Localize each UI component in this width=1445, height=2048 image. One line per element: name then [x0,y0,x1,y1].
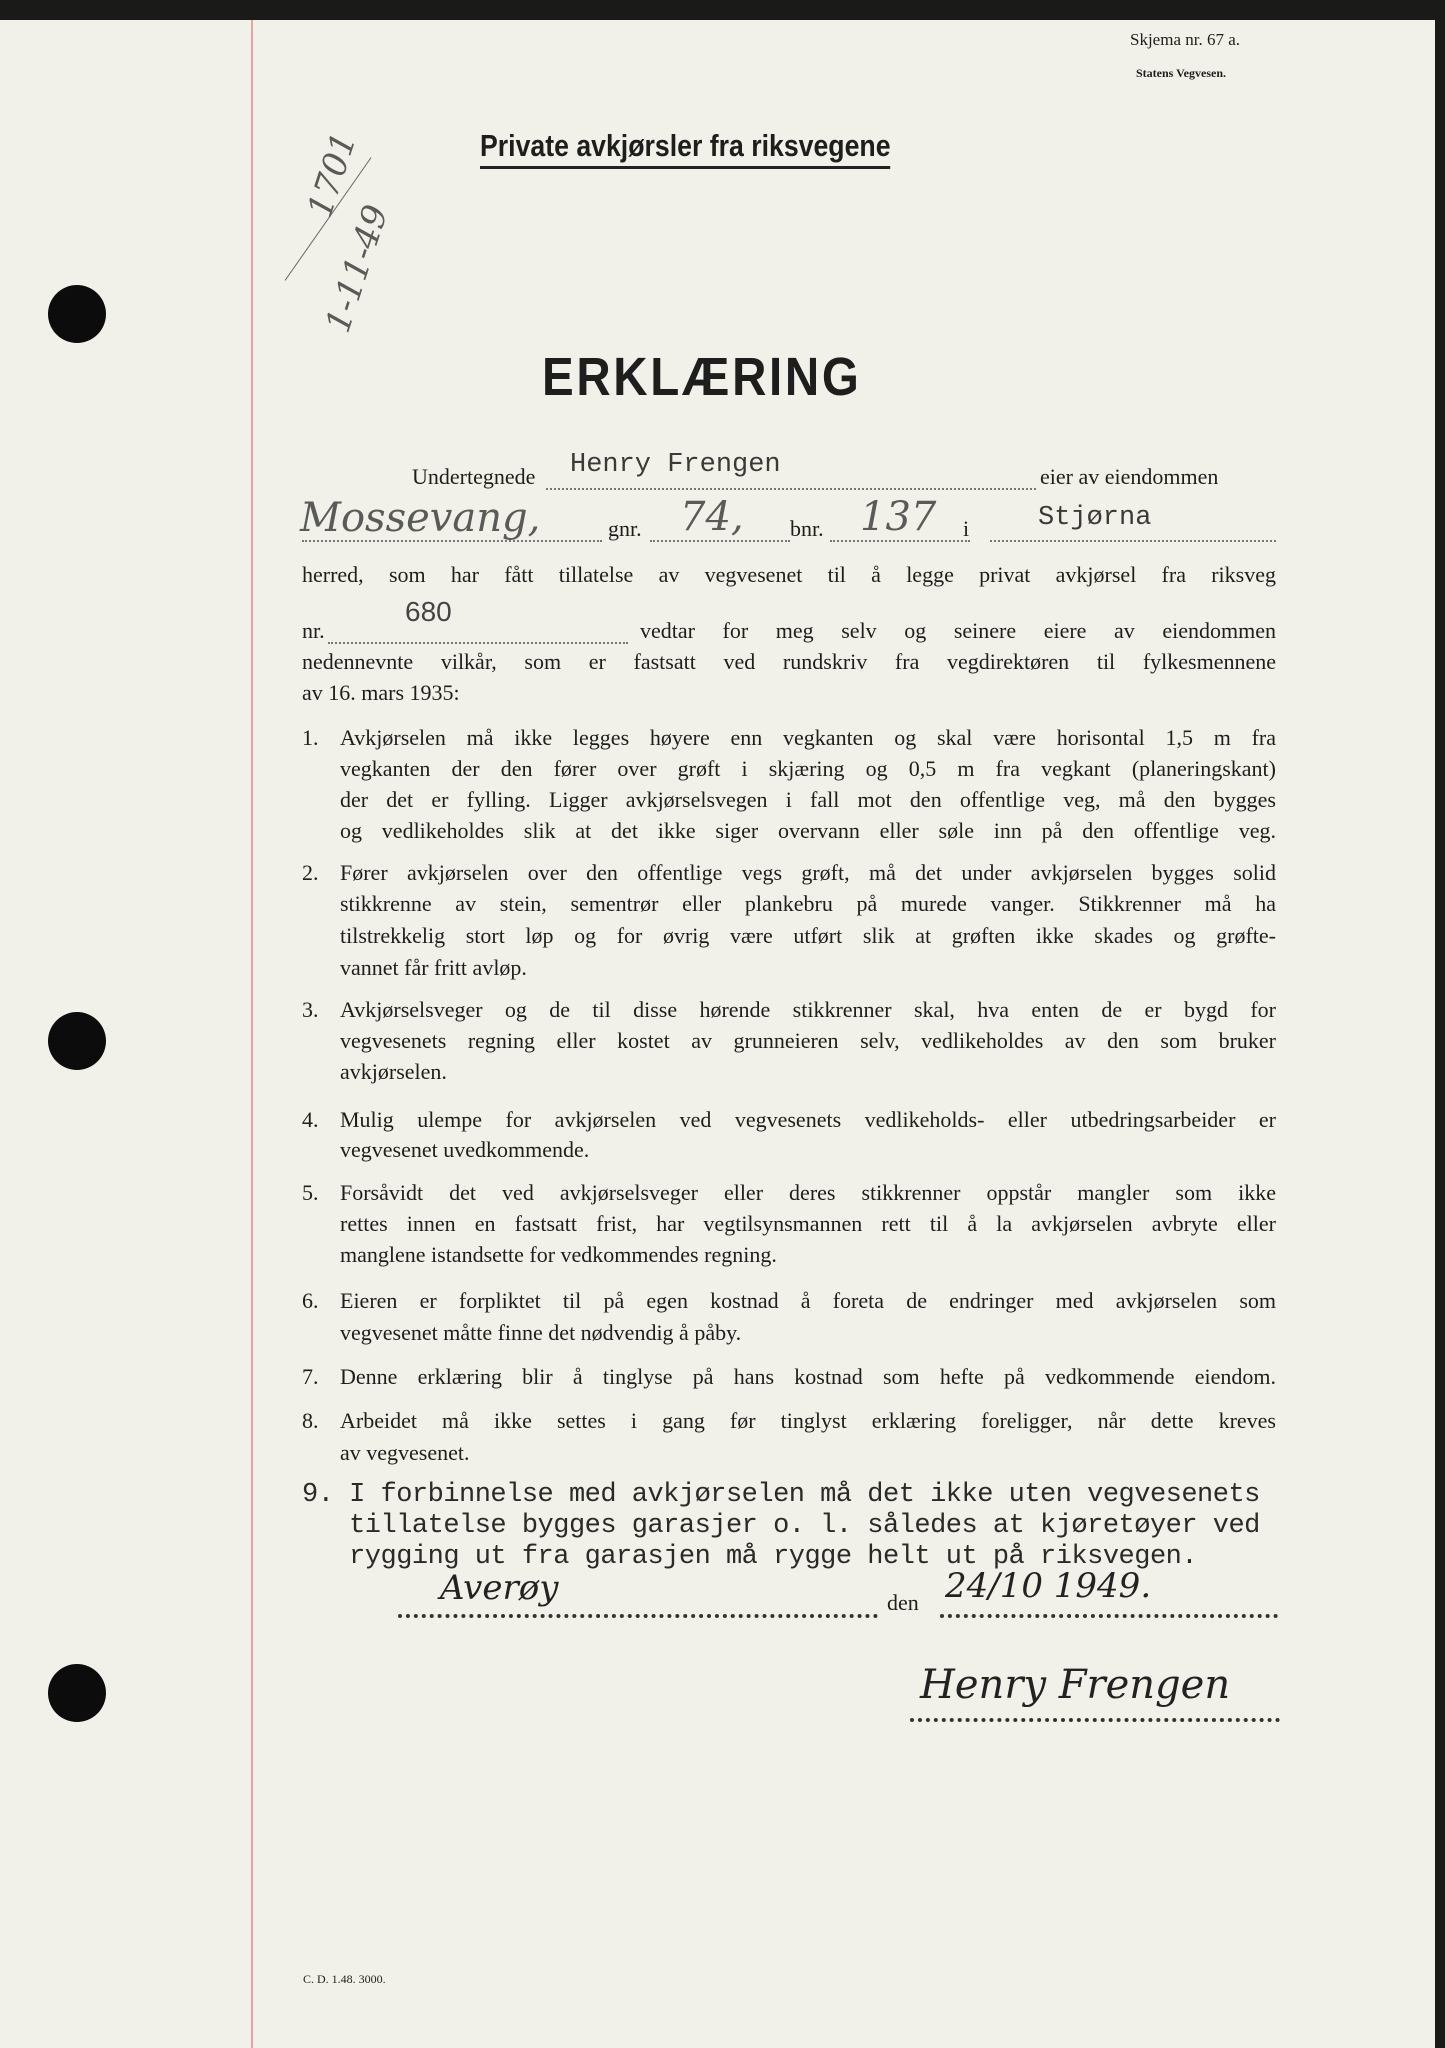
signature: Henry Frengen [920,1662,1231,1708]
declaration-text: nedennevnte vilkår, som er fastsatt ved rundskriv fra vegdirektøren til fylkesmennene [302,649,1276,674]
condition-line: Forsåvidt det ved avkjørselsveger eller deres stikkrenner oppstår mangler som ikke [340,1180,1276,1205]
condition-number: 5. [302,1180,319,1205]
agency-name: Statens Vegvesen. [1136,66,1227,80]
gnr-label: gnr. [608,516,642,541]
condition-line: Mulig ulempe for avkjørselen ved vegvesenets vedlikeholds- eller utbedringsarbeider er [340,1107,1276,1132]
condition-line: avkjørselen. [340,1059,447,1084]
typed-line: rygging ut fra garasjen må rygge helt ut på riksvegen. [302,1542,1198,1572]
bnr-field-line [830,540,970,542]
municipality-field-line [990,540,1276,542]
condition-line: Avkjørselsveger og de til disse hørende stikkrenner skal, hva enten de er bygd for [340,997,1276,1022]
condition-line: av vegvesenet. [340,1440,470,1465]
name-field-line [546,488,1036,490]
page-title: ERKLÆRING [542,347,862,407]
road-nr-field-line [328,642,628,644]
place-field: Averøy [440,1568,559,1608]
condition-line: der det er fylling. Ligger avkjørselsvegen i fall mot den offentlige veg, må den bygges [340,787,1276,812]
condition-line: stikkrenne av stein, sementrør eller plankebru på murede vanger. Stikkrenner må ha [340,891,1276,916]
handwritten-number: 1701 [300,127,365,223]
bnr-field: 137 [860,494,937,540]
date-field-line [940,1614,1278,1618]
condition-line: vegvesenet uvedkommende. [340,1137,590,1162]
condition-line: Eieren er forpliktet til på egen kostnad å foreta de endringer med avkjørselen som [340,1288,1276,1313]
road-nr-field: 680 [405,596,452,627]
declaration-text: vedtar for meg selv og seinere eiere av eiendommen [640,618,1276,643]
condition-number: 6. [302,1288,319,1313]
gnr-field-line [650,540,790,542]
scan-top-edge [0,0,1445,20]
condition-number: 1. [302,725,319,750]
undertegnede-label: Undertegnede [412,464,536,489]
condition-number: 8. [302,1408,319,1433]
declaration-text: herred, som har fått tillatelse av vegvesenet til å legge privat avkjørsel fra riksveg [302,562,1276,587]
condition-line: Denne erklæring blir å tinglyse på hans kostnad som hefte på vedkommende eiendom. [340,1364,1276,1389]
condition-line: rettes innen en fastsatt frist, har vegtilsynsmannen rett til å la avkjørselen avbryte eller [340,1211,1276,1236]
owner-name-field: Henry Frengen [570,450,781,480]
nr-label: nr. [302,618,325,643]
signature-line [910,1718,1280,1722]
punch-hole-icon [48,1664,106,1722]
date-field: 24/10 1949. [945,1566,1152,1606]
condition-line: vannet får fritt avløp. [340,955,527,980]
condition-line: tilstrekkelig stort løp og for øvrig være utført slik at grøften ikke skades og grøfte- [340,923,1276,948]
condition-line: og vedlikeholdes slik at det ikke siger overvann eller søle inn på den offentlige veg. [340,818,1276,843]
condition-number: 2. [302,860,319,885]
form-number: Skjema nr. 67 a. [1130,30,1241,49]
place-field-line [398,1614,878,1618]
municipality-field: Stjørna [1038,503,1152,533]
condition-line: Arbeidet må ikke settes i gang før tinglyst erklæring foreligger, når dette kreves [340,1408,1276,1433]
condition-line: vegvesenets regning eller kostet av grunneieren selv, vedlikeholdes av den som bruker [340,1028,1276,1053]
form-title: Private avkjørsler fra riksvegene [480,128,891,169]
condition-line: vegvesenet måtte finne det nødvendig å påby. [340,1320,742,1345]
condition-line: Avkjørselen må ikke legges høyere enn vegkanten og skal være horisontal 1,5 m fra [340,725,1276,750]
punch-hole-icon [48,1012,106,1070]
condition-number: 3. [302,997,319,1022]
condition-line: Fører avkjørselen over den offentlige vegs grøft, må det under avkjørselen bygges solid [340,860,1276,885]
property-name-field: Mossevang, [300,495,541,541]
condition-number: 4. [302,1107,319,1132]
declaration-text: av 16. mars 1935: [302,680,460,705]
print-code: C. D. 1.48. 3000. [303,1972,386,1986]
scan-right-edge [1435,0,1445,2048]
gnr-field: 74, [680,494,744,540]
punch-hole-icon [48,285,106,343]
condition-number: 7. [302,1364,319,1389]
typed-line: tillatelse bygges garasjer o. l. således at kjøretøyer ved [302,1511,1260,1541]
bnr-label: bnr. [790,516,824,541]
condition-line: vegkanten der den fører over grøft i skjæring og 0,5 m fra vegkant (planeringskant) [340,756,1276,781]
typed-line: 9. I forbinnelse med avkjørselen må det ikke uten vegvesenets [302,1480,1260,1510]
handwritten-date: 1-11-49 [318,200,397,338]
condition-line: manglene istandsette for vedkommendes regning. [340,1242,777,1267]
i-label: i [963,516,970,541]
eier-label: eier av eiendommen [1040,464,1219,489]
den-label: den [887,1590,919,1615]
red-margin-line [251,20,253,2048]
